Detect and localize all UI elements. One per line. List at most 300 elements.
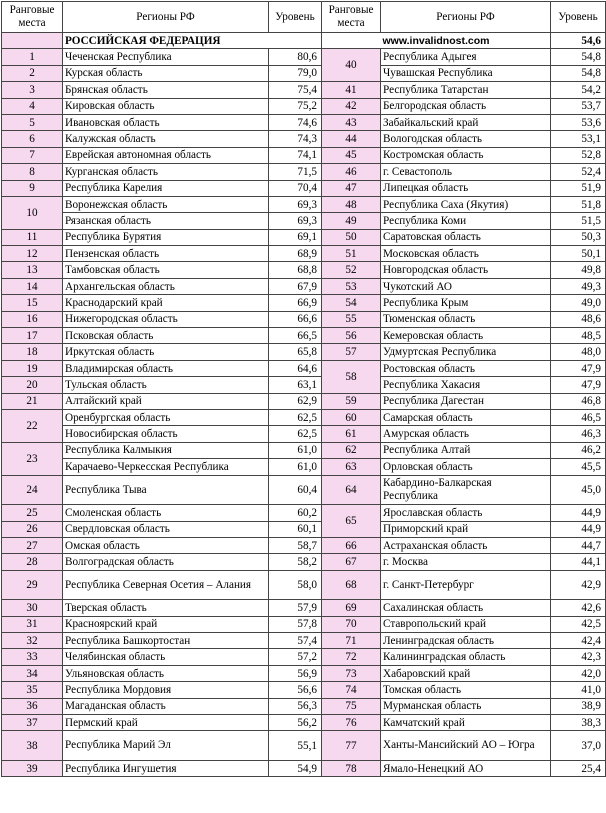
region-name: Ставропольский край bbox=[381, 616, 551, 632]
region-value: 44,7 bbox=[551, 537, 606, 553]
rank-cell: 34 bbox=[2, 665, 63, 681]
region-name: Магаданская область bbox=[63, 698, 269, 714]
region-value: 48,5 bbox=[551, 328, 606, 344]
table-row bbox=[2, 98, 606, 114]
rank-cell: 23 bbox=[2, 442, 63, 475]
rank-cell: 6 bbox=[2, 131, 63, 147]
region-value: 52,8 bbox=[551, 147, 606, 163]
region-value: 54,8 bbox=[551, 65, 606, 81]
rank-cell: 37 bbox=[2, 715, 63, 731]
region-value: 63,1 bbox=[269, 377, 322, 393]
rank-cell: 4 bbox=[2, 98, 63, 114]
region-name: Республика Тыва bbox=[63, 475, 269, 505]
region-value: 62,5 bbox=[269, 426, 322, 442]
region-name: Тульская область bbox=[63, 377, 269, 393]
rank-cell: 18 bbox=[2, 344, 63, 360]
region-name: Карачаево-Черкесская Республика bbox=[63, 459, 269, 475]
rank-cell: 66 bbox=[322, 537, 381, 553]
region-name: Республика Татарстан bbox=[381, 82, 551, 98]
region-name: Кировская область bbox=[63, 98, 269, 114]
rank-cell: 52 bbox=[322, 262, 381, 278]
region-value: 46,3 bbox=[551, 426, 606, 442]
region-value: 53,6 bbox=[551, 114, 606, 130]
table-row bbox=[2, 295, 606, 311]
table-row bbox=[2, 196, 606, 212]
table-row bbox=[2, 665, 606, 681]
rank-cell: 54 bbox=[322, 295, 381, 311]
rank-cell: 29 bbox=[2, 570, 63, 600]
region-name: Свердловская область bbox=[63, 521, 269, 537]
federation-row bbox=[2, 33, 606, 49]
region-value: 44,9 bbox=[551, 521, 606, 537]
region-name: Краснодарский край bbox=[63, 295, 269, 311]
region-value: 42,6 bbox=[551, 600, 606, 616]
rank-cell: 61 bbox=[322, 426, 381, 442]
region-name: Ростовская область bbox=[381, 360, 551, 376]
region-name: Тюменская область bbox=[381, 311, 551, 327]
region-value: 52,4 bbox=[551, 164, 606, 180]
region-name: Московская область bbox=[381, 246, 551, 262]
rank-cell: 28 bbox=[2, 554, 63, 570]
header-value-left: Уровень bbox=[269, 2, 322, 33]
region-name: Чукотский АО bbox=[381, 278, 551, 294]
table-row bbox=[2, 328, 606, 344]
region-value: 58,7 bbox=[269, 537, 322, 553]
table-row bbox=[2, 180, 606, 196]
rank-cell: 35 bbox=[2, 682, 63, 698]
table-row bbox=[2, 147, 606, 163]
region-name: Нижегородская область bbox=[63, 311, 269, 327]
region-name: Республика Марий Эл bbox=[63, 731, 269, 761]
region-value: 80,6 bbox=[269, 49, 322, 65]
rank-cell: 30 bbox=[2, 600, 63, 616]
rank-cell: 31 bbox=[2, 616, 63, 632]
region-value: 62,5 bbox=[269, 409, 322, 425]
region-value: 56,3 bbox=[269, 698, 322, 714]
rank-cell: 10 bbox=[2, 196, 63, 229]
header-value-right: Уровень bbox=[551, 2, 606, 33]
table-row bbox=[2, 114, 606, 130]
region-name: Липецкая область bbox=[381, 180, 551, 196]
rank-cell: 53 bbox=[322, 278, 381, 294]
table-row bbox=[2, 554, 606, 570]
rank-cell: 1 bbox=[2, 49, 63, 65]
region-name: Республика Коми bbox=[381, 213, 551, 229]
region-value: 58,0 bbox=[269, 570, 322, 600]
rank-cell: 70 bbox=[322, 616, 381, 632]
region-name: Пермский край bbox=[63, 715, 269, 731]
rank-cell: 60 bbox=[322, 409, 381, 425]
region-value: 56,2 bbox=[269, 715, 322, 731]
rank-cell: 72 bbox=[322, 649, 381, 665]
region-name: г. Севастополь bbox=[381, 164, 551, 180]
region-value: 55,1 bbox=[269, 731, 322, 761]
rank-cell: 21 bbox=[2, 393, 63, 409]
region-name: Челябинская область bbox=[63, 649, 269, 665]
region-value: 25,4 bbox=[551, 761, 606, 777]
region-name: Ульяновская область bbox=[63, 665, 269, 681]
rank-cell: 59 bbox=[322, 393, 381, 409]
region-name: Калужская область bbox=[63, 131, 269, 147]
region-name: Ивановская область bbox=[63, 114, 269, 130]
rank-cell: 44 bbox=[322, 131, 381, 147]
region-value: 70,4 bbox=[269, 180, 322, 196]
region-value: 54,9 bbox=[269, 761, 322, 777]
rank-cell: 16 bbox=[2, 311, 63, 327]
region-value: 58,2 bbox=[269, 554, 322, 570]
region-value: 68,9 bbox=[269, 246, 322, 262]
table-row bbox=[2, 82, 606, 98]
region-name: Хабаровский край bbox=[381, 665, 551, 681]
region-value: 69,3 bbox=[269, 196, 322, 212]
region-value: 62,9 bbox=[269, 393, 322, 409]
region-value: 53,7 bbox=[551, 98, 606, 114]
table-row bbox=[2, 409, 606, 425]
rank-cell: 5 bbox=[2, 114, 63, 130]
region-name: Республика Мордовия bbox=[63, 682, 269, 698]
rank-cell: 17 bbox=[2, 328, 63, 344]
table-row bbox=[2, 442, 606, 458]
rank-cell: 69 bbox=[322, 600, 381, 616]
region-value: 49,3 bbox=[551, 278, 606, 294]
region-name: Приморский край bbox=[381, 521, 551, 537]
rank-cell: 71 bbox=[322, 633, 381, 649]
rank-cell: 68 bbox=[322, 570, 381, 600]
region-value: 74,6 bbox=[269, 114, 322, 130]
region-name: Республика Карелия bbox=[63, 180, 269, 196]
region-name: Республика Калмыкия bbox=[63, 442, 269, 458]
rank-cell: 78 bbox=[322, 761, 381, 777]
region-value: 42,4 bbox=[551, 633, 606, 649]
rank-cell: 76 bbox=[322, 715, 381, 731]
region-name: Курская область bbox=[63, 65, 269, 81]
federation-rank-cell bbox=[2, 33, 63, 49]
region-name: Владимирская область bbox=[63, 360, 269, 376]
region-value: 71,5 bbox=[269, 164, 322, 180]
region-value: 56,9 bbox=[269, 665, 322, 681]
table-row bbox=[2, 262, 606, 278]
rank-cell: 32 bbox=[2, 633, 63, 649]
rank-cell: 40 bbox=[322, 49, 381, 82]
region-value: 65,8 bbox=[269, 344, 322, 360]
rank-cell: 46 bbox=[322, 164, 381, 180]
rank-cell: 8 bbox=[2, 164, 63, 180]
region-value: 64,6 bbox=[269, 360, 322, 376]
rank-cell: 50 bbox=[322, 229, 381, 245]
region-value: 48,6 bbox=[551, 311, 606, 327]
rank-cell: 45 bbox=[322, 147, 381, 163]
region-value: 75,4 bbox=[269, 82, 322, 98]
table-row bbox=[2, 213, 606, 229]
rank-cell: 26 bbox=[2, 521, 63, 537]
region-value: 67,9 bbox=[269, 278, 322, 294]
rank-cell: 36 bbox=[2, 698, 63, 714]
region-value: 61,0 bbox=[269, 459, 322, 475]
region-name: Томская область bbox=[381, 682, 551, 698]
rank-cell: 74 bbox=[322, 682, 381, 698]
table-row bbox=[2, 229, 606, 245]
table-row bbox=[2, 649, 606, 665]
table-row bbox=[2, 616, 606, 632]
region-name: Республика Адыгея bbox=[381, 49, 551, 65]
region-value: 47,9 bbox=[551, 360, 606, 376]
region-name: Чеченская Республика bbox=[63, 49, 269, 65]
rank-cell: 51 bbox=[322, 246, 381, 262]
region-name: Республика Дагестан bbox=[381, 393, 551, 409]
rank-cell: 38 bbox=[2, 731, 63, 761]
region-name: Чувашская Республика bbox=[381, 65, 551, 81]
rank-cell: 63 bbox=[322, 459, 381, 475]
region-value: 49,8 bbox=[551, 262, 606, 278]
table-row bbox=[2, 344, 606, 360]
region-name: Республика Крым bbox=[381, 295, 551, 311]
region-value: 51,8 bbox=[551, 196, 606, 212]
table-row bbox=[2, 49, 606, 65]
region-name: Астраханская область bbox=[381, 537, 551, 553]
region-value: 57,8 bbox=[269, 616, 322, 632]
table-row bbox=[2, 164, 606, 180]
region-name: Сахалинская область bbox=[381, 600, 551, 616]
rank-cell: 14 bbox=[2, 278, 63, 294]
rank-cell: 12 bbox=[2, 246, 63, 262]
table-row bbox=[2, 278, 606, 294]
rank-cell: 7 bbox=[2, 147, 63, 163]
region-value: 61,0 bbox=[269, 442, 322, 458]
region-name: Тамбовская область bbox=[63, 262, 269, 278]
region-value: 60,1 bbox=[269, 521, 322, 537]
region-value: 46,2 bbox=[551, 442, 606, 458]
region-name: Республика Бурятия bbox=[63, 229, 269, 245]
region-value: 41,0 bbox=[551, 682, 606, 698]
region-value: 44,9 bbox=[551, 505, 606, 521]
region-value: 66,6 bbox=[269, 311, 322, 327]
region-name: Оренбургская область bbox=[63, 409, 269, 425]
region-name: Тверская область bbox=[63, 600, 269, 616]
rank-cell: 55 bbox=[322, 311, 381, 327]
rank-cell: 27 bbox=[2, 537, 63, 553]
table-row bbox=[2, 246, 606, 262]
table-row bbox=[2, 731, 606, 761]
table-row bbox=[2, 377, 606, 393]
region-name: Республика Саха (Якутия) bbox=[381, 196, 551, 212]
federation-name: РОССИЙСКАЯ ФЕДЕРАЦИЯ bbox=[63, 33, 322, 49]
region-value: 49,0 bbox=[551, 295, 606, 311]
table-row bbox=[2, 682, 606, 698]
rank-cell: 73 bbox=[322, 665, 381, 681]
region-value: 74,1 bbox=[269, 147, 322, 163]
region-value: 42,9 bbox=[551, 570, 606, 600]
rank-cell: 41 bbox=[322, 82, 381, 98]
watermark-text: www.invalidnost.com bbox=[322, 33, 551, 49]
rank-cell: 64 bbox=[322, 475, 381, 505]
region-name: Удмуртская Республика bbox=[381, 344, 551, 360]
region-name: Омская область bbox=[63, 537, 269, 553]
rank-cell: 9 bbox=[2, 180, 63, 196]
region-value: 60,2 bbox=[269, 505, 322, 521]
header-region-left: Регионы РФ bbox=[63, 2, 269, 33]
table-row bbox=[2, 65, 606, 81]
region-value: 44,1 bbox=[551, 554, 606, 570]
rank-cell: 2 bbox=[2, 65, 63, 81]
ranking-table-body bbox=[2, 2, 606, 777]
rank-cell: 33 bbox=[2, 649, 63, 665]
table-row bbox=[2, 570, 606, 600]
region-value: 42,0 bbox=[551, 665, 606, 681]
region-name: Иркутская область bbox=[63, 344, 269, 360]
rank-cell: 19 bbox=[2, 360, 63, 376]
table-row bbox=[2, 537, 606, 553]
region-name: Костромская область bbox=[381, 147, 551, 163]
region-value: 50,1 bbox=[551, 246, 606, 262]
region-name: Кемеровская область bbox=[381, 328, 551, 344]
region-value: 69,1 bbox=[269, 229, 322, 245]
rank-cell: 20 bbox=[2, 377, 63, 393]
table-row bbox=[2, 521, 606, 537]
region-value: 46,5 bbox=[551, 409, 606, 425]
region-value: 53,1 bbox=[551, 131, 606, 147]
region-value: 48,0 bbox=[551, 344, 606, 360]
region-name: Красноярский край bbox=[63, 616, 269, 632]
header-row bbox=[2, 2, 606, 33]
rank-cell: 39 bbox=[2, 761, 63, 777]
region-name: Камчатский край bbox=[381, 715, 551, 731]
table-row bbox=[2, 698, 606, 714]
region-name: Волгоградская область bbox=[63, 554, 269, 570]
region-name: Пензенская область bbox=[63, 246, 269, 262]
region-name: Калининградская область bbox=[381, 649, 551, 665]
rank-cell: 65 bbox=[322, 505, 381, 538]
region-value: 69,3 bbox=[269, 213, 322, 229]
rank-cell: 56 bbox=[322, 328, 381, 344]
region-value: 47,9 bbox=[551, 377, 606, 393]
region-name: Ярославская область bbox=[381, 505, 551, 521]
region-name: Республика Хакасия bbox=[381, 377, 551, 393]
region-name: Кабардино-Балкарская Республика bbox=[381, 475, 551, 505]
rank-cell: 15 bbox=[2, 295, 63, 311]
region-name: Ленинградская область bbox=[381, 633, 551, 649]
region-name: Новосибирская область bbox=[63, 426, 269, 442]
region-value: 79,0 bbox=[269, 65, 322, 81]
table-row bbox=[2, 393, 606, 409]
region-value: 50,3 bbox=[551, 229, 606, 245]
region-value: 45,0 bbox=[551, 475, 606, 505]
region-name: Республика Алтай bbox=[381, 442, 551, 458]
region-name: Саратовская область bbox=[381, 229, 551, 245]
region-name: Курганская область bbox=[63, 164, 269, 180]
region-value: 38,9 bbox=[551, 698, 606, 714]
region-value: 57,4 bbox=[269, 633, 322, 649]
rank-cell: 75 bbox=[322, 698, 381, 714]
region-name: Забайкальский край bbox=[381, 114, 551, 130]
table-row bbox=[2, 311, 606, 327]
region-value: 60,4 bbox=[269, 475, 322, 505]
rank-cell: 11 bbox=[2, 229, 63, 245]
table-row bbox=[2, 131, 606, 147]
rank-cell: 43 bbox=[322, 114, 381, 130]
table-row bbox=[2, 475, 606, 505]
rank-cell: 24 bbox=[2, 475, 63, 505]
region-name: Ямало-Ненецкий АО bbox=[381, 761, 551, 777]
region-name: Еврейская автономная область bbox=[63, 147, 269, 163]
region-value: 68,8 bbox=[269, 262, 322, 278]
rank-cell: 67 bbox=[322, 554, 381, 570]
rank-cell: 49 bbox=[322, 213, 381, 229]
table-row bbox=[2, 360, 606, 376]
region-name: г. Санкт-Петербург bbox=[381, 570, 551, 600]
rank-cell: 77 bbox=[322, 731, 381, 761]
region-value: 37,0 bbox=[551, 731, 606, 761]
region-name: Новгородская область bbox=[381, 262, 551, 278]
table-row bbox=[2, 633, 606, 649]
table-row bbox=[2, 600, 606, 616]
region-name: Псковская область bbox=[63, 328, 269, 344]
region-value: 54,8 bbox=[551, 49, 606, 65]
rank-cell: 58 bbox=[322, 360, 381, 393]
table-row bbox=[2, 459, 606, 475]
region-value: 57,2 bbox=[269, 649, 322, 665]
region-name: Самарская область bbox=[381, 409, 551, 425]
region-value: 46,8 bbox=[551, 393, 606, 409]
region-value: 38,3 bbox=[551, 715, 606, 731]
table-row bbox=[2, 715, 606, 731]
rank-cell: 48 bbox=[322, 196, 381, 212]
region-value: 74,3 bbox=[269, 131, 322, 147]
ranking-table bbox=[1, 1, 606, 777]
region-value: 42,5 bbox=[551, 616, 606, 632]
federation-value: 54,6 bbox=[551, 33, 606, 49]
rank-cell: 22 bbox=[2, 409, 63, 442]
header-rank-left: Ранговые места bbox=[2, 2, 63, 33]
table-row bbox=[2, 426, 606, 442]
region-name: Брянская область bbox=[63, 82, 269, 98]
rank-cell: 42 bbox=[322, 98, 381, 114]
region-name: г. Москва bbox=[381, 554, 551, 570]
header-region-right: Регионы РФ bbox=[381, 2, 551, 33]
region-value: 51,9 bbox=[551, 180, 606, 196]
region-name: Воронежская область bbox=[63, 196, 269, 212]
rank-cell: 57 bbox=[322, 344, 381, 360]
region-name: Амурская область bbox=[381, 426, 551, 442]
rank-cell: 62 bbox=[322, 442, 381, 458]
region-value: 45,5 bbox=[551, 459, 606, 475]
region-value: 66,5 bbox=[269, 328, 322, 344]
table-row bbox=[2, 761, 606, 777]
region-value: 42,3 bbox=[551, 649, 606, 665]
table-row bbox=[2, 505, 606, 521]
region-name: Смоленская область bbox=[63, 505, 269, 521]
region-name: Белгородская область bbox=[381, 98, 551, 114]
region-name: Мурманская область bbox=[381, 698, 551, 714]
region-value: 56,6 bbox=[269, 682, 322, 698]
region-value: 54,2 bbox=[551, 82, 606, 98]
header-rank-right: Ранговые места bbox=[322, 2, 381, 33]
rank-cell: 25 bbox=[2, 505, 63, 521]
rank-cell: 3 bbox=[2, 82, 63, 98]
rank-cell: 47 bbox=[322, 180, 381, 196]
region-name: Вологодская область bbox=[381, 131, 551, 147]
region-name: Архангельская область bbox=[63, 278, 269, 294]
region-name: Орловская область bbox=[381, 459, 551, 475]
region-name: Республика Северная Осетия – Алания bbox=[63, 570, 269, 600]
region-name: Республика Башкортостан bbox=[63, 633, 269, 649]
region-name: Ханты-Мансийский АО – Югра bbox=[381, 731, 551, 761]
region-value: 66,9 bbox=[269, 295, 322, 311]
region-name: Алтайский край bbox=[63, 393, 269, 409]
region-value: 51,5 bbox=[551, 213, 606, 229]
region-name: Республика Ингушетия bbox=[63, 761, 269, 777]
region-name: Рязанская область bbox=[63, 213, 269, 229]
region-value: 75,2 bbox=[269, 98, 322, 114]
